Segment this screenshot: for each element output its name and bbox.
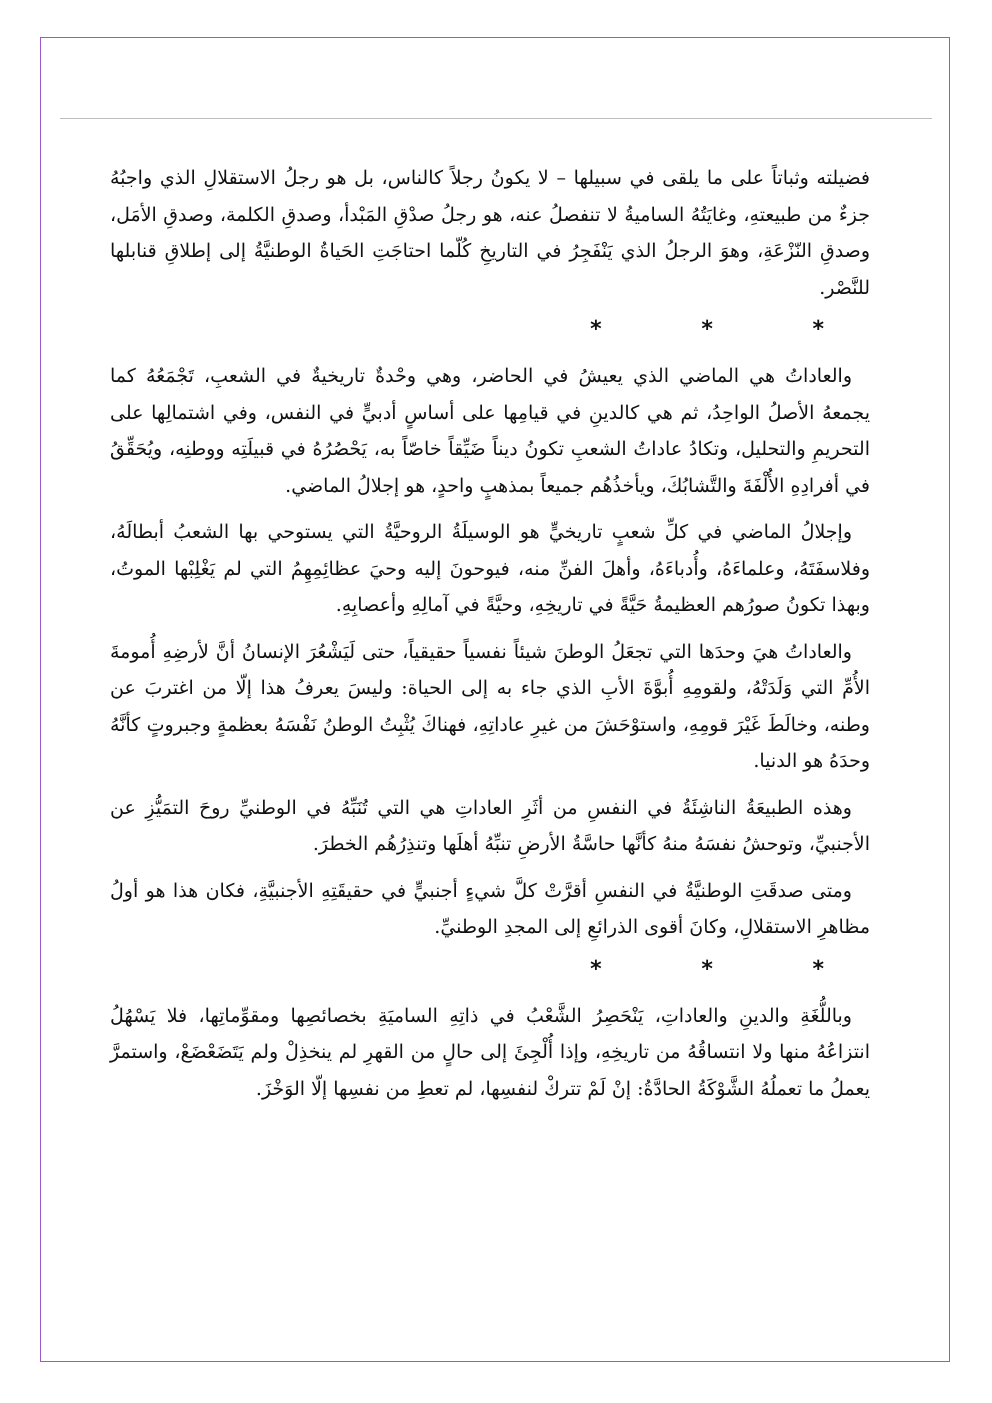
paragraph-customs-past: والعاداتُ هي الماضي الذي يعيشُ في الحاضر، وهي وحْدةٌ تاريخيةٌ في الشعبِ، تَجْمَعُهُ كما يجمعهُ الأصلُ الواحِدُ، ثم هي كالدينِ في قيامِها على أساسٍ أدبيٍّ في النفس، وفي اشتمالِها على التحريمِ والتحليل، وتكادُ عاداتُ الشعبِ تكونُ ديناً ضَيِّقاً خاصّاً به، يَحْصُرُهُ في قبيلَتِه ووطنِه، ويُحَقِّقُ في أفرادِهِ الأُلْفَةَ والتَّشابُكَ، ويأخذُهُم جميعاً بمذهبٍ واحدٍ، هو إجلالُ الماضي. [110, 365, 870, 497]
paragraph-continuation: فضيلته وثباتاً على ما يلقى في سبيلها – لا يكونُ رجلاً كالناس، بل هو رجلُ الاستقلالِ الذي واجبُهُ جزءٌ من طبيعتهِ، وغايَتُهُ الساميةُ لا تنفصلُ عنه، هو رجلُ صدْقِ المَبْدأ، وصدقِ الكلمة، وصدقِ الأمَل، وصدقِ النّزْعَةِ، وهوَ الرجلُ الذي يَنْفَجِرُ في التاريخِ كُلّما احتاجَتِ الحَياةُ الوطنيَّةُ إلى إطلاقِ قنابلها للنَّصْر. [110, 167, 870, 299]
section-separator: * * * [590, 956, 870, 982]
paragraph-customs-homeland: والعاداتُ هيَ وحدَها التي تجعَلُ الوطنَ شيئاً نفسياً حقيقياً، حتى لَيَشْعُرَ الإنسانُ أنَّ لأرضِهِ أُمومةَ الأُمِّ التي وَلَدَتْهُ، ولقومِهِ أُبوَّةَ الأبِ الذي جاء به إلى الحياة: وليسَ يعرفُ هذا إلّا من اغتربَ عن وطنه، وخالَطَ غَيْرَ قومِهِ، واستوْحَشَ من غيرِ عاداتِهِ، فهناكَ يُثْبِتُ الوطنُ نَفْسَهُ بعظمةٍ وجبروتٍ كأنَّهُ وحدَهُ هو الدنيا. [110, 640, 870, 772]
document-body [110, 160, 870, 1117]
header-divider [60, 118, 932, 119]
paragraph-nature-of-soul: وهذه الطبيعَةُ الناشِئَةُ في النفسِ من أثَرِ العاداتِ هي التي تُنَبِّهُ في الوطنيِّ روحَ التمَيُّزِ عن الأجنبيِّ، وتوحشُ نفسَهُ منهُ كأنَّها حاسَّةُ الأرضِ تنبِّهُ أهلَها وتنذِرُهُم الخطرَ. [110, 796, 870, 855]
paragraph-language-religion-customs: وباللُّغَةِ والدينِ والعاداتِ، يَنْحَصِرُ الشَّعْبُ في ذاتِهِ الساميَةِ بخصائصِها ومقوِّماتِها، فلا يَسْهُلُ انتزاعُهُ منها ولا انتساقُهُ من تاريخِهِ، وإذا أُلْجِئَ إلى حالٍ من القهرِ لم ينخذِلْ ولم يَتَضَعْضَعْ، واستمرَّ يعملُ ما تعملُهُ الشَّوْكَةُ الحادَّةُ: إنْ لَمْ تتركْ لنفسِها، لم تعطِ من نفسِها إلّا الوَخْزَ. [110, 1004, 870, 1100]
paragraph-patriotism: ومتى صدقَتِ الوطنيَّةُ في النفسِ أقرَّتْ كلَّ شيءٍ أجنبيٍّ في حقيقَتِهِ الأجنبيَّةِ، فكان هذا هو أولُ مظاهرِ الاستقلالِ، وكانَ أقوى الذرائعِ إلى المجدِ الوطنيِّ. [110, 879, 870, 938]
section-separator: * * * [590, 317, 870, 342]
paragraph-honoring-past: وإجلالُ الماضي في كلِّ شعبٍ تاريخيٍّ هو الوسيلَةُ الروحيَّةُ التي يستوحي بها الشعبُ أبطالَهُ، وفلاسفَتَهُ، وعلماءَهُ، وأُدباءَهُ، وأهلَ الفنِّ منه، فيوحونَ إليه وحيَ عظائِمِهِمُ التي لم يَغْلِبْها الموتُ، وبهذا تكونُ صورُهم العظيمةُ حَيَّةً في تاريخِهِ، وحيَّةً في آمالِهِ وأعصابِهِ. [110, 521, 870, 616]
